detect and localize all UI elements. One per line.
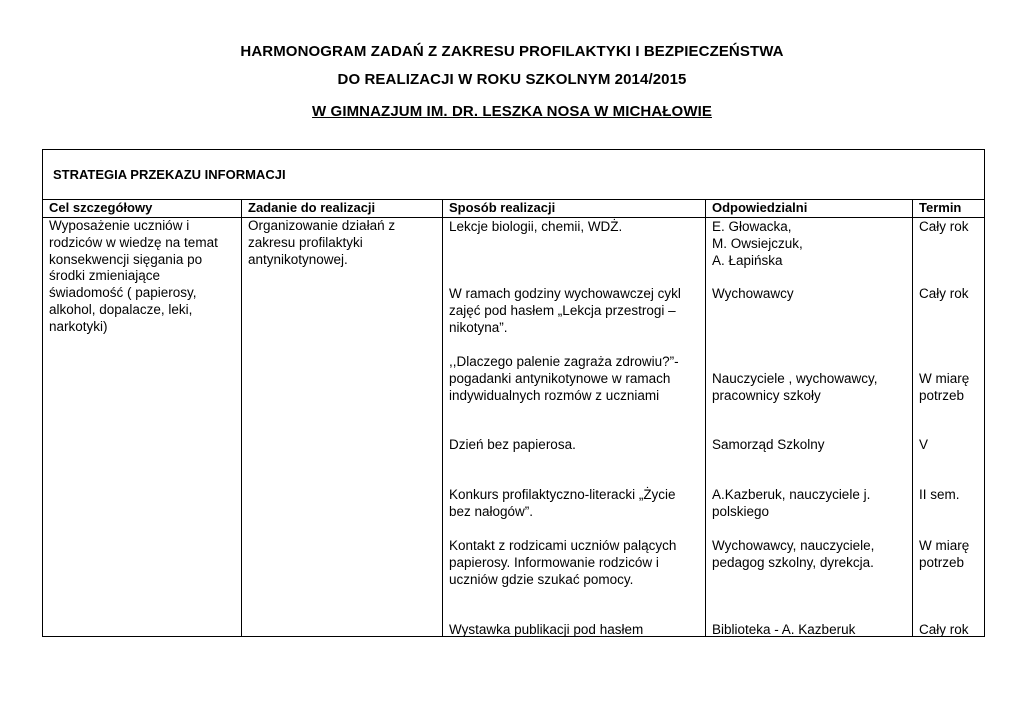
task-cell — [242, 218, 443, 637]
term-entry: Cały rok — [919, 286, 969, 301]
term-entry: W miarę potrzeb — [919, 538, 970, 570]
column-header-goal: Cel szczegółowy — [43, 200, 242, 218]
method-cell — [443, 218, 706, 637]
document-title-line-1: HARMONOGRAM ZADAŃ Z ZAKRESU PROFILAKTYKI I BEZPIECZEŃSTWA — [240, 43, 784, 60]
responsible-cell — [706, 218, 913, 637]
term-entry: II sem. — [919, 487, 960, 502]
goal-cell — [43, 218, 242, 637]
responsible-entry: Nauczyciele , wychowawcy, pracownicy szkoły — [712, 371, 878, 403]
method-entry: Konkurs profilaktyczno-literacki „Życie bez nałogów”. — [449, 487, 676, 519]
responsible-entry: Biblioteka - A. Kazberuk — [712, 622, 856, 637]
responsible-entry: E. Głowacka, M. Owsiejczuk, A. Łapińska — [712, 219, 803, 268]
method-entry: Lekcje biologii, chemii, WDŻ. — [449, 219, 623, 234]
term-entry: Cały rok — [919, 219, 969, 234]
schedule-table — [42, 199, 985, 637]
goal-text: Wyposażenie uczniów i rodziców w wiedzę na temat konsekwencji sięgania po środki zmieniające świadomość ( papierosy, alkohol, dopalacze, leki, narkotyki) — [49, 218, 218, 334]
method-entry: ,,Dlaczego palenie zagraża zdrowiu?”- pogadanki antynikotynowe w ramach indywidualnych rozmów z uczniami — [449, 354, 679, 403]
term-entry: Cały rok — [919, 622, 969, 637]
column-header-responsible: Odpowiedzialni — [706, 200, 913, 218]
section-heading: STRATEGIA PRZEKAZU INFORMACJI — [53, 167, 286, 182]
term-cell — [913, 218, 985, 637]
task-text: Organizowanie działań z zakresu profilaktyki antynikotynowej. — [248, 218, 396, 267]
method-entry: Dzień bez papierosa. — [449, 437, 576, 452]
method-entry: W ramach godziny wychowawczej cykl zajęć pod hasłem „Lekcja przestrogi – nikotyna”. — [449, 286, 681, 335]
term-entry: W miarę potrzeb — [919, 371, 970, 403]
method-entry: Kontakt z rodzicami uczniów palących papierosy. Informowanie rodziców i uczniów gdzie szukać pomocy. — [449, 538, 677, 587]
column-header-method: Sposób realizacji — [443, 200, 706, 218]
responsible-entry: A.Kazberuk, nauczyciele j. polskiego — [712, 487, 871, 519]
responsible-entry: Wychowawcy, nauczyciele, pedagog szkolny, dyrekcja. — [712, 538, 875, 570]
section-frame — [42, 149, 985, 637]
responsible-entry: Wychowawcy — [712, 286, 794, 301]
column-header-task: Zadanie do realizacji — [242, 200, 443, 218]
column-header-term: Termin — [913, 200, 985, 218]
table-row — [43, 218, 985, 637]
method-entry: Wystawka publikacji pod hasłem — [449, 622, 644, 637]
responsible-entry: Samorząd Szkolny — [712, 437, 825, 452]
document-title-line-2: DO REALIZACJI W ROKU SZKOLNYM 2014/2015 — [337, 71, 687, 88]
document-title-line-3: W GIMNAZJUM IM. DR. LESZKA NOSA W MICHAŁOWIE — [312, 103, 712, 120]
term-entry: V — [919, 437, 929, 452]
table-header-row — [43, 200, 985, 218]
